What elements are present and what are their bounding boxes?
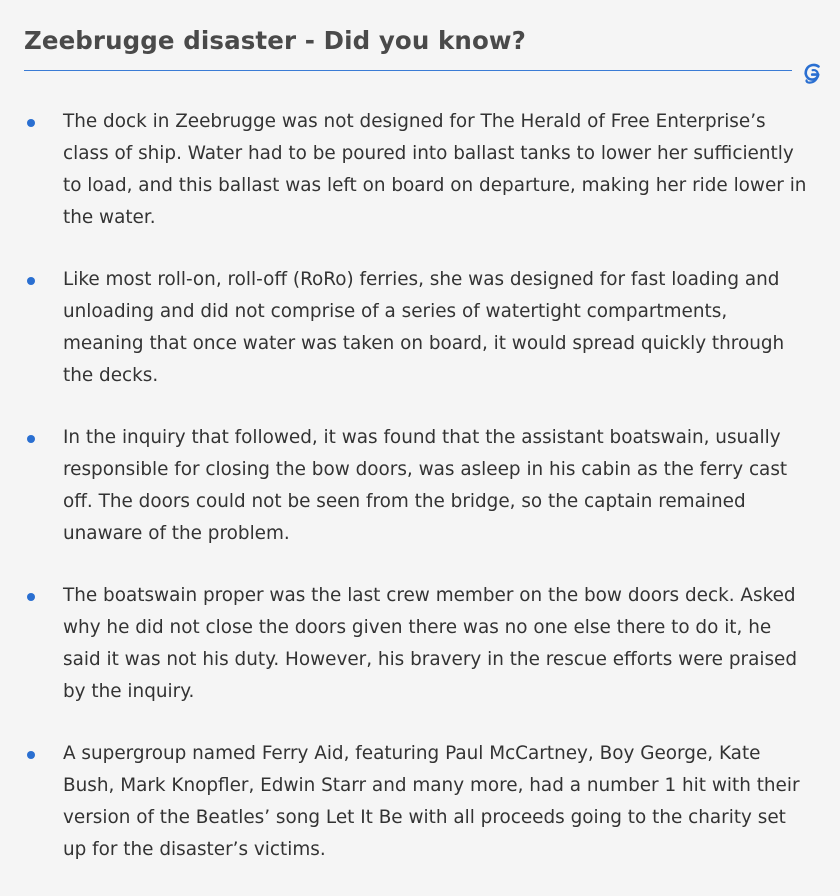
list-item — [0, 738, 840, 866]
title-divider — [24, 70, 792, 71]
bullet-dot-icon — [27, 435, 35, 443]
bullet-dot-icon — [27, 593, 35, 601]
fact-text: The dock in Zeebrugge was not designed for The Herald of Free Enterprise’s class of ship. Water had to be poured into ballast tanks to lower her sufficiently to load, and this ballast was left on board on departure, making her ride lower in the water. — [63, 111, 807, 228]
bullet-dot-icon — [27, 751, 35, 759]
fact-text: Like most roll-on, roll-off (RoRo) ferries, she was designed for fast loading and unloading and did not comprise of a series of watertight compartments, meaning that once water was taken on board, it would spread quickly through the decks. — [63, 269, 785, 386]
bullet-dot-icon — [27, 119, 35, 127]
curl-g-logo-icon — [799, 60, 827, 88]
list-item — [0, 106, 840, 234]
fact-text: A supergroup named Ferry Aid, featuring Paul McCartney, Boy George, Kate Bush, Mark Knopfler, Edwin Starr and many more, had a number 1 hit with their version of the Beatles’ song Let It Be with all proceeds going to the charity set up for the disaster’s victims. — [63, 743, 800, 860]
list-item — [0, 580, 840, 708]
list-item — [0, 264, 840, 392]
facts-list — [0, 106, 840, 896]
list-item — [0, 422, 840, 550]
fact-text: The boatswain proper was the last crew member on the bow doors deck. Asked why he did not close the doors given there was no one else there to do it, he said it was not his duty. However, his bravery in the rescue efforts were praised by the inquiry. — [63, 585, 798, 702]
fact-text: In the inquiry that followed, it was found that the assistant boatswain, usually responsible for closing the bow doors, was asleep in his cabin as the ferry cast off. The doors could not be seen from the bridge, so the captain remained unaware of the problem. — [63, 427, 788, 544]
panel-title: Zeebrugge disaster - Did you know? — [24, 26, 526, 55]
bullet-dot-icon — [27, 277, 35, 285]
